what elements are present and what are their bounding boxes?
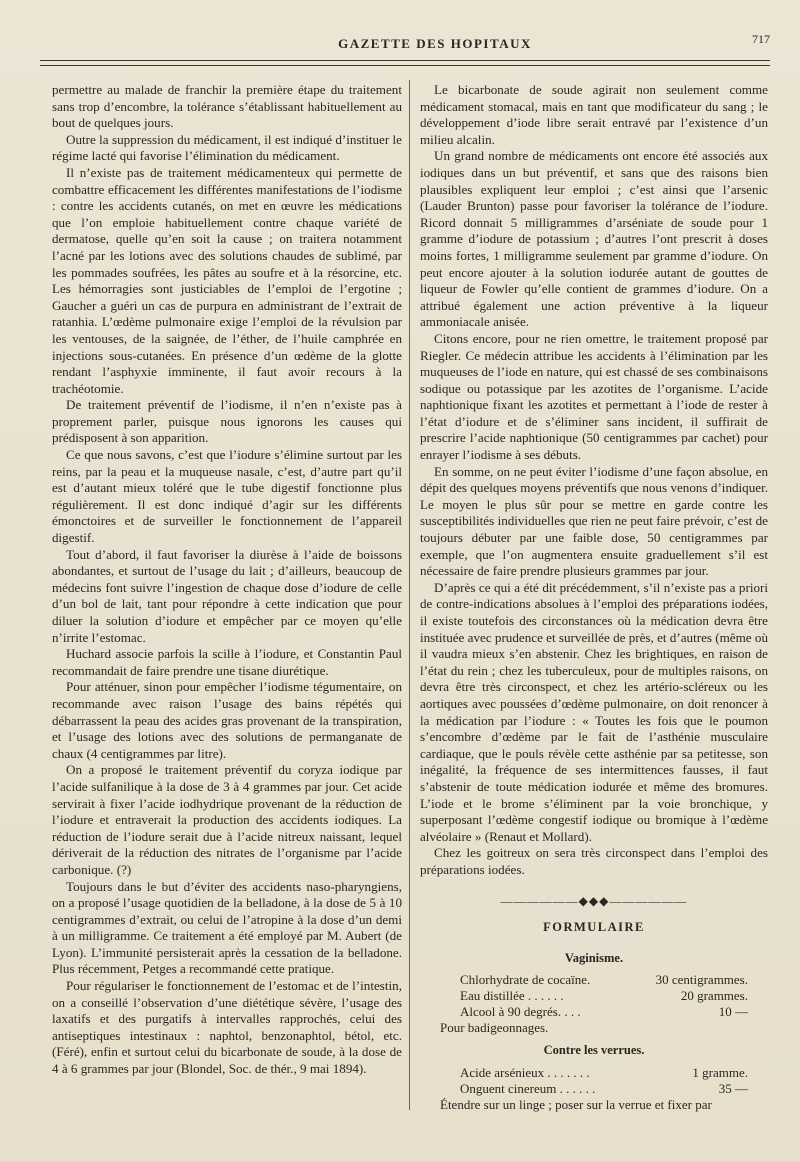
paragraph: permettre au malade de franchir la première étape du traitement sans trop d’encombre, la tolérance s’établissant habituellement au bout de quelques jours. xyxy=(52,82,402,131)
prescription-line xyxy=(420,988,768,1004)
paragraph: De traitement préventif de l’iodisme, il n’en n’existe pas à proprement parler, puisque nous ignorons les causes qui prédisposent à son apparition. xyxy=(52,397,402,446)
paragraph: Tout d’abord, il faut favoriser la diurèse à l’aide de boissons abondantes, et surtout de l’usage du lait ; d’ailleurs, beaucoup de médecins font suivre l’ingestion de chaque dose d’iodure de celle d’un bol de lait, tant pour répondre à cette indication que pour diluer la solution d’iodure et empêcher par ce moyen qu’elle n’irrite l’estomac. xyxy=(52,546,402,645)
journal-title: GAZETTE DES HOPITAUX xyxy=(338,36,532,51)
paragraph: Citons encore, pour ne rien omettre, le traitement proposé par Riegler. Ce médecin attribue les accidents à l’élimination par les muqueuses de l’iode en nature, qui est chassé de ses combinaisons sodique ou potassique par les azotites de l’organisme. L’acide naphtionique fixant les azotites et permettant à l’iode de rester à l’état d’iodure et de s’éliminer sans incident, il suffirait de prescrire l’acide naphtionique (50 centigrammes par cachet) pour enrayer l’iodisme à ses débuts. xyxy=(420,330,768,463)
ingredient: Alcool à 90 degrés. . . . xyxy=(460,1004,581,1020)
paragraph: D’après ce qui a été dit précédemment, s’il n’existe pas a priori de contre-indications absolues à l’emploi des préparations iodées, il existe toutefois des circonstances où la médication devra être instituée avec prudence et surveillée de près, et d’autres (même où il vaudra mieux s’en abstenir. Chez les brightiques, en raison de l’état du rein ; chez les tuberculeux, pour de multiples raisons, on devra être très circonspect, et chez les artério-scléreux ou les aortiques avec poussées d’œdème pulmonaire, on doit renoncer à la médication par l’iodure : « Toutes les fois que le poumon s’encombre d’œdème par le fait de l’asthénie musculaire cardiaque, que le pouls révèle cette asthénie par sa petitesse, son inégalité, la fréquence de ses intermittences fausses, il faut s’abstenir de toute médication iodurée et même des bromures. L’iode et le brome s’éliminent par la voie bronchique, y superposant l’œdème congestif iodique ou bromique à l’œdème alvéolaire » (Renaut et Mollard). xyxy=(420,579,768,844)
prescription-title: Vaginisme. xyxy=(564,950,624,965)
paragraph: Pour atténuer, sinon pour empêcher l’iodisme tégumentaire, on recommande avec raison l’usage des bains répétés qui débarrassent la peau des acides gras provenant de la transpiration, et l’usage des lotions avec des solutions de permanganate de chaux (4 centigrammes par litre). xyxy=(52,679,402,761)
formulaire-title: FORMULAIRE xyxy=(543,920,645,935)
quantity: 10 — xyxy=(718,1004,748,1020)
prescription-line xyxy=(420,1004,768,1020)
page-number: 717 xyxy=(752,32,770,46)
section-separator: ——————◆◆◆—————— xyxy=(500,893,688,908)
ingredient: Onguent cinereum . . . . . . xyxy=(460,1080,596,1096)
paragraph: En somme, on ne peut éviter l’iodisme d’une façon absolue, en dépit des quelques moyens préventifs que nous venons d’indiquer. Le moyen le plus sûr pour se mettre en garde contre les susceptibilités individuelles que rien ne peut faire prévoir, c’est de toujours débuter par une faible dose, 50 centigrammes par exemple, que l’on augmentera ensuite graduellement s’il est nécessaire de faire prendre plusieurs grammes par jour. xyxy=(420,463,768,579)
ingredient: Eau distillée . . . . . . xyxy=(460,988,564,1004)
paragraph: Le bicarbonate de soude agirait non seulement comme médicament stomacal, mais en tant que modificateur du sang ; le développement d’iode libre serait entravé par l’existence d’un milieu alcalin. xyxy=(420,82,768,147)
quantity: 30 centigrammes. xyxy=(655,972,748,988)
quantity: 35 — xyxy=(718,1080,748,1096)
ingredient: Acide arsénieux . . . . . . . xyxy=(460,1064,590,1080)
running-head xyxy=(0,36,800,52)
paragraph: Toujours dans le but d’éviter des accidents naso-pharyngiens, on a proposé l’usage quotidien de la belladone, à la dose de 5 à 10 centigrammes d’extrait, ou celui de l’atropine à la dose d’un demi à un milligramme. Ce traitement a été employé par M. Aubert (de Lyon). L’immunité persisterait après la cessation de la belladone. Plus récemment, Petges a recommandé cette pratique. xyxy=(52,878,402,977)
paragraph: On a proposé le traitement préventif du coryza iodique par l’acide sulfanilique à la dose de 3 à 4 grammes par jour. Cet acide servirait à fixer l’acide iodhydrique provenant de la réduction de l’iodure et entraverait la production des accidents iodiques. La réduction de l’iodure serait due à l’acide nitreux naissant, lequel dériverait de la réduction des nitrates de l’organisme par l’acide carbonique. (?) xyxy=(52,762,402,877)
paragraph: Pour régulariser le fonctionnement de l’estomac et de l’intestin, on a conseillé l’observation d’une diététique sévère, l’usage des laxatifs et des purgatifs à intervalles rapprochés, celui des antiseptiques intestinaux : naphtol, benzonaphtol, bétol, etc. (Féré), enfin et surtout celui du bicarbonate de soude, à la dose de 4 à 6 grammes par jour (Blondel, Soc. de thér., 9 mai 1894). xyxy=(52,978,402,1077)
prescription-usage: Étendre sur un linge ; poser sur la verrue et fixer par xyxy=(440,1096,712,1112)
quantity: 20 grammes. xyxy=(680,988,748,1004)
paragraph: Chez les goitreux on sera très circonspect dans l’emploi des préparations iodées. xyxy=(420,845,768,877)
prescription-usage: Pour badigeonnages. xyxy=(440,1020,549,1036)
header-rule xyxy=(40,60,770,61)
paragraph: Il n’existe pas de traitement médicamenteux qui permette de combattre efficacement les différentes manifestations de l’iodisme : contre les accidents cutanés, on met en œuvre les médications que l’on emploie habituellement contre chaque variété de dermatose, quelle qu’en soit la cause ; on traitera notamment l’acné par les lotions avec des solutions chaudes de sublimé, par les pommades soufrées, les pâtes au soufre et à la résorcine, etc. Les hémorragies sont justiciables de l’emploi de l’ergotine ; Gaucher a guéri un cas de purpura en administrant de l’extrait de ratanhia. L’œdème pulmonaire exige l’emploi de la révulsion par les ventouses, de la saignée, de l’éther, de l’huile camphrée en injections sous-cutanées. En présence d’un œdème de la glotte rendant l’asphyxie imminente, il faut avoir recours à la trachéotomie. xyxy=(52,164,402,396)
prescription-title: Contre les verrues. xyxy=(543,1043,645,1058)
paragraph: Un grand nombre de médicaments ont encore été associés aux iodiques dans un but préventif, et sans que des raisons bien plausibles expliquent leur emploi ; c’est ainsi que l’arsenic (Lauder Brunton) passe pour favoriser la tolérance de l’iodure. Ricord donnait 5 milligrammes d’arséniate de soude pour 1 gramme d’iodure de potassium ; d’autres l’ont prescrit à doses moins fortes, 1 milligramme seulement par gramme d’iodure. On peut encore ajouter à la solution iodurée autant de gouttes de liqueur de Fowler qu’elle contient de grammes d’iodure. On a attribué également une action préventive à la liqueur ammoniacale anisée. xyxy=(420,148,768,330)
header-rule-thin xyxy=(40,65,770,66)
quantity: 1 gramme. xyxy=(692,1064,748,1080)
ingredient: Chlorhydrate de cocaïne. xyxy=(460,972,591,988)
prescription-line xyxy=(420,972,768,988)
paragraph: Outre la suppression du médicament, il est indiqué d’instituer le régime lacté qui favorise l’élimination du médicament. xyxy=(52,131,402,164)
paragraph: Ce que nous savons, c’est que l’iodure s’élimine surtout par les reins, par la peau et la muqueuse nasale, c’est, d’autre part qu’il est d’autant mieux toléré que le tube digestif fonctionne plus régulièrement. Il est donc indiqué d’agir sur les différents émonctoires et de surveiller le fonctionnement de l’appareil digestif. xyxy=(52,447,402,546)
right-column xyxy=(420,82,768,1119)
prescription-line xyxy=(420,1065,768,1081)
prescription-line xyxy=(420,1081,768,1097)
column-divider xyxy=(409,80,410,1110)
paragraph: Huchard associe parfois la scille à l’iodure, et Constantin Paul recommandait de faire prendre une tisane diurétique. xyxy=(52,646,402,678)
left-column xyxy=(52,82,402,1078)
